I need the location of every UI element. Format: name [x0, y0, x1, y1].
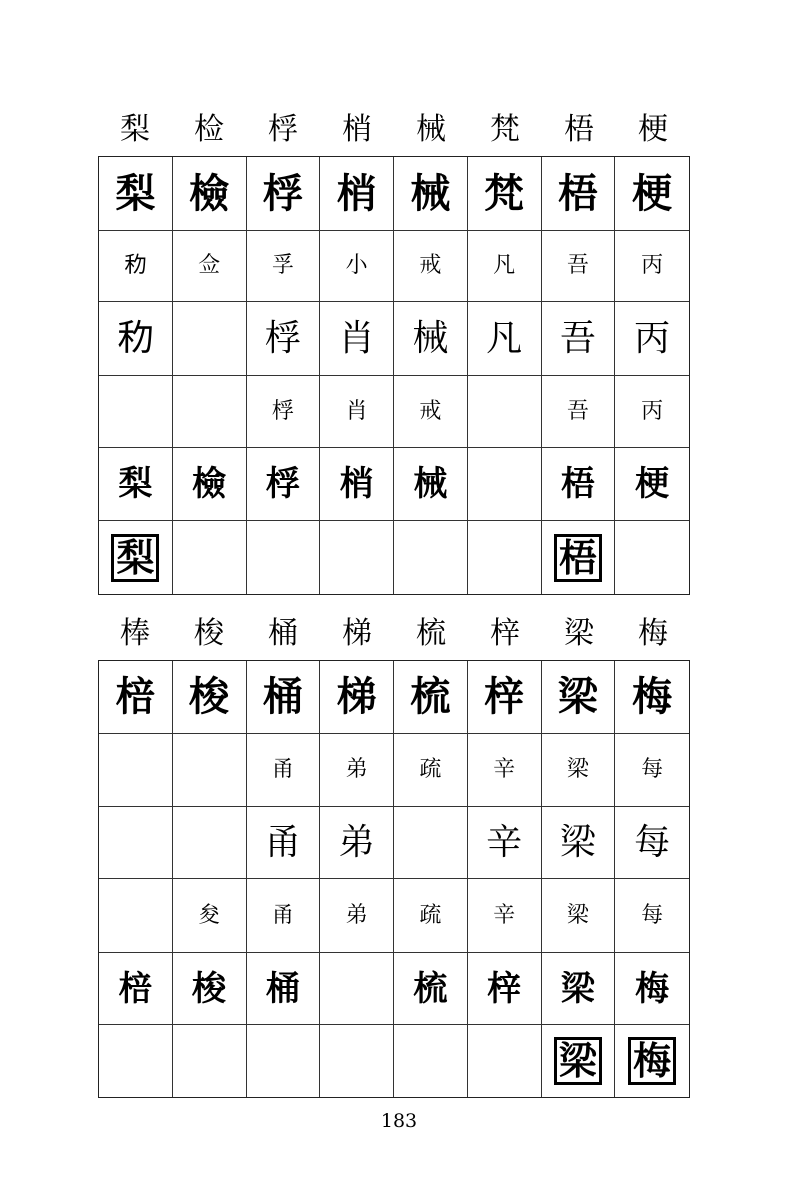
glyph-form: 吾	[559, 317, 596, 359]
grid-cell	[320, 661, 394, 734]
glyph-form: 梨	[111, 534, 159, 582]
glyph-form	[428, 556, 432, 560]
grid-cell	[247, 302, 321, 376]
grid-cell	[320, 157, 394, 231]
grid-cell	[542, 661, 616, 734]
header-char: 梗	[638, 112, 668, 147]
grid-cell	[173, 953, 247, 1025]
grid-cell	[394, 448, 468, 521]
glyph-form	[133, 1059, 137, 1063]
glyph-form	[281, 556, 285, 560]
grid-cell	[615, 302, 689, 376]
grid-cell	[320, 302, 394, 376]
glyph-form: 械	[410, 169, 451, 217]
grid-cell	[615, 376, 689, 448]
glyph-form: 桴	[264, 317, 301, 359]
glyph-grid	[98, 156, 690, 595]
header-char: 梵	[490, 112, 520, 147]
grid-cell	[247, 879, 321, 953]
glyph-form: 桶	[265, 968, 300, 1009]
grid-cell	[99, 807, 173, 879]
glyph-form: 甬	[271, 757, 294, 782]
header-char: 检	[194, 112, 224, 147]
header-char: 桶	[268, 616, 298, 651]
glyph-form: 丙	[634, 317, 671, 359]
glyph-form: 桶	[262, 673, 303, 720]
glyph-form: 梓	[484, 673, 525, 720]
grid-cell	[99, 953, 173, 1025]
glyph-form: 梁	[566, 757, 589, 782]
grid-cell	[99, 157, 173, 231]
glyph-form: 梁	[559, 821, 596, 863]
grid-cell	[615, 521, 689, 594]
grid-cell	[542, 953, 616, 1025]
grid-cell	[615, 661, 689, 734]
grid-cell	[173, 231, 247, 302]
grid-cell	[247, 231, 321, 302]
grid-cell	[468, 1025, 542, 1097]
glyph-form: 械	[413, 464, 448, 504]
glyph-form	[428, 1059, 432, 1063]
grid-cell	[99, 376, 173, 448]
glyph-grid	[98, 660, 690, 1098]
glyph-form: 辛	[486, 821, 523, 863]
glyph-form: 梯	[336, 673, 377, 720]
glyph-form: 肖	[338, 317, 375, 359]
grid-cell	[247, 807, 321, 879]
grid-cell	[320, 448, 394, 521]
glyph-form: 佥	[198, 253, 221, 278]
glyph-form: 𥝢	[117, 317, 154, 359]
glyph-form: 戒	[419, 398, 442, 424]
glyph-form: 弟	[338, 821, 375, 863]
grid-cell	[394, 521, 468, 594]
glyph-form: 檢	[189, 169, 230, 217]
glyph-form: 梭	[192, 968, 227, 1009]
glyph-form: 吾	[566, 398, 589, 424]
grid-cell	[542, 231, 616, 302]
glyph-form: 疏	[419, 902, 442, 928]
glyph-form: 凡	[493, 253, 516, 278]
grid-cell	[173, 302, 247, 376]
grid-cell	[615, 1025, 689, 1097]
glyph-form: 梅	[628, 1037, 676, 1085]
header-char: 梁	[564, 616, 594, 651]
grid-cell	[320, 953, 394, 1025]
glyph-form: 梧	[557, 169, 598, 217]
header-char: 梭	[194, 616, 224, 651]
grid-cell	[320, 376, 394, 448]
header-char: 械	[416, 112, 446, 147]
glyph-form: 梁	[560, 968, 595, 1009]
glyph-form: 梅	[632, 673, 673, 720]
glyph-form: 梨	[118, 464, 153, 504]
grid-cell	[542, 807, 616, 879]
header-char: 梓	[490, 616, 520, 651]
grid-cell	[468, 807, 542, 879]
grid-cell	[247, 734, 321, 807]
grid-cell	[173, 157, 247, 231]
glyph-form: 夋	[198, 902, 221, 928]
grid-cell	[468, 734, 542, 807]
grid-cell	[468, 448, 542, 521]
glyph-form: 丙	[641, 253, 664, 278]
grid-cell	[394, 1025, 468, 1097]
grid-cell	[468, 376, 542, 448]
grid-cell	[468, 521, 542, 594]
grid-cell	[394, 807, 468, 879]
grid-cell	[247, 521, 321, 594]
grid-cell	[394, 302, 468, 376]
glyph-form: 每	[634, 821, 671, 863]
grid-cell	[173, 661, 247, 734]
glyph-form: 吾	[566, 253, 589, 278]
grid-cell	[542, 879, 616, 953]
glyph-form	[207, 1059, 211, 1063]
grid-cell	[99, 521, 173, 594]
grid-cell	[99, 1025, 173, 1097]
glyph-form: 甬	[271, 902, 294, 928]
glyph-form: 小	[345, 253, 368, 278]
grid-cell	[394, 879, 468, 953]
grid-cell	[320, 231, 394, 302]
header-char: 梢	[342, 112, 372, 147]
header-char: 梳	[416, 616, 446, 651]
grid-cell	[173, 521, 247, 594]
glyph-form	[650, 556, 654, 560]
header-char: 棒	[120, 616, 150, 651]
grid-cell	[99, 448, 173, 521]
header-row	[98, 612, 690, 656]
grid-cell	[247, 376, 321, 448]
grid-cell	[615, 157, 689, 231]
glyph-form: 桴	[271, 398, 294, 424]
grid-cell	[247, 953, 321, 1025]
glyph-form	[207, 556, 211, 560]
glyph-form: 弟	[345, 902, 368, 928]
grid-cell	[320, 734, 394, 807]
glyph-form: 梅	[635, 968, 670, 1009]
grid-cell	[99, 661, 173, 734]
grid-cell	[542, 448, 616, 521]
header-char: 梯	[342, 616, 372, 651]
glyph-form: 梧	[554, 534, 602, 582]
glyph-form: 辛	[493, 902, 516, 928]
glyph-form: 戒	[419, 253, 442, 278]
grid-cell	[542, 521, 616, 594]
grid-cell	[247, 1025, 321, 1097]
glyph-form: 棓	[118, 968, 153, 1009]
glyph-form: 孚	[271, 253, 294, 278]
glyph-form: 桴	[265, 464, 300, 504]
grid-cell	[173, 376, 247, 448]
grid-cell	[173, 1025, 247, 1097]
glyph-form: 每	[641, 757, 664, 782]
grid-cell	[468, 879, 542, 953]
grid-cell	[247, 448, 321, 521]
grid-cell	[468, 157, 542, 231]
glyph-form: 梗	[635, 464, 670, 504]
grid-cell	[542, 157, 616, 231]
glyph-form: 棓	[115, 673, 156, 720]
glyph-form: 梗	[632, 169, 673, 217]
glyph-form: 丙	[641, 398, 664, 424]
grid-cell	[320, 807, 394, 879]
grid-cell	[468, 661, 542, 734]
grid-cell	[615, 734, 689, 807]
glyph-form: 梁	[566, 902, 589, 928]
grid-cell	[394, 231, 468, 302]
grid-cell	[173, 734, 247, 807]
glyph-form: 梨	[115, 169, 156, 217]
grid-cell	[468, 953, 542, 1025]
header-char: 桴	[268, 112, 298, 147]
glyph-form: 肖	[345, 398, 368, 424]
glyph-form: 每	[641, 902, 664, 928]
glyph-form	[502, 556, 506, 560]
grid-cell	[99, 231, 173, 302]
glyph-form: 械	[412, 317, 449, 359]
grid-cell	[99, 302, 173, 376]
glyph-form: 梵	[484, 169, 525, 217]
glyph-form: 梁	[554, 1037, 602, 1085]
glyph-form: 梳	[413, 968, 448, 1009]
header-char: 梨	[120, 112, 150, 147]
grid-cell	[247, 661, 321, 734]
glyph-form: 梧	[560, 464, 595, 504]
grid-cell	[320, 521, 394, 594]
glyph-form: 凡	[486, 317, 523, 359]
grid-cell	[247, 157, 321, 231]
glyph-form: 辛	[493, 757, 516, 782]
header-char: 梧	[564, 112, 594, 147]
glyph-form	[281, 1059, 285, 1063]
glyph-form: 甬	[264, 821, 301, 863]
grid-cell	[615, 231, 689, 302]
grid-cell	[615, 448, 689, 521]
glyph-form: 弟	[345, 757, 368, 782]
grid-cell	[468, 302, 542, 376]
grid-cell	[615, 879, 689, 953]
grid-cell	[99, 879, 173, 953]
grid-cell	[394, 734, 468, 807]
glyph-form: 梢	[339, 464, 374, 504]
grid-cell	[394, 376, 468, 448]
glyph-form: 梭	[189, 673, 230, 720]
glyph-form: 𥝢	[124, 253, 147, 278]
page-number: 183	[380, 1110, 418, 1132]
glyph-form	[355, 556, 359, 560]
glyph-form: 桴	[262, 169, 303, 217]
glyph-form: 梓	[487, 968, 522, 1009]
glyph-form: 檢	[192, 464, 227, 504]
grid-cell	[173, 448, 247, 521]
grid-cell	[615, 953, 689, 1025]
grid-cell	[320, 1025, 394, 1097]
grid-cell	[542, 734, 616, 807]
grid-cell	[99, 734, 173, 807]
glyph-form: 梢	[336, 169, 377, 217]
header-row	[98, 108, 690, 152]
glyph-form: 疏	[419, 757, 442, 782]
grid-cell	[394, 953, 468, 1025]
glyph-form: 梁	[557, 673, 598, 720]
grid-cell	[173, 807, 247, 879]
grid-cell	[615, 807, 689, 879]
grid-cell	[173, 879, 247, 953]
grid-cell	[468, 231, 542, 302]
grid-cell	[394, 661, 468, 734]
glyph-form	[355, 1059, 359, 1063]
header-char: 梅	[638, 616, 668, 651]
glyph-form: 梳	[410, 673, 451, 720]
grid-cell	[542, 376, 616, 448]
grid-cell	[542, 1025, 616, 1097]
grid-cell	[320, 879, 394, 953]
grid-cell	[542, 302, 616, 376]
glyph-form	[502, 1059, 506, 1063]
grid-cell	[394, 157, 468, 231]
